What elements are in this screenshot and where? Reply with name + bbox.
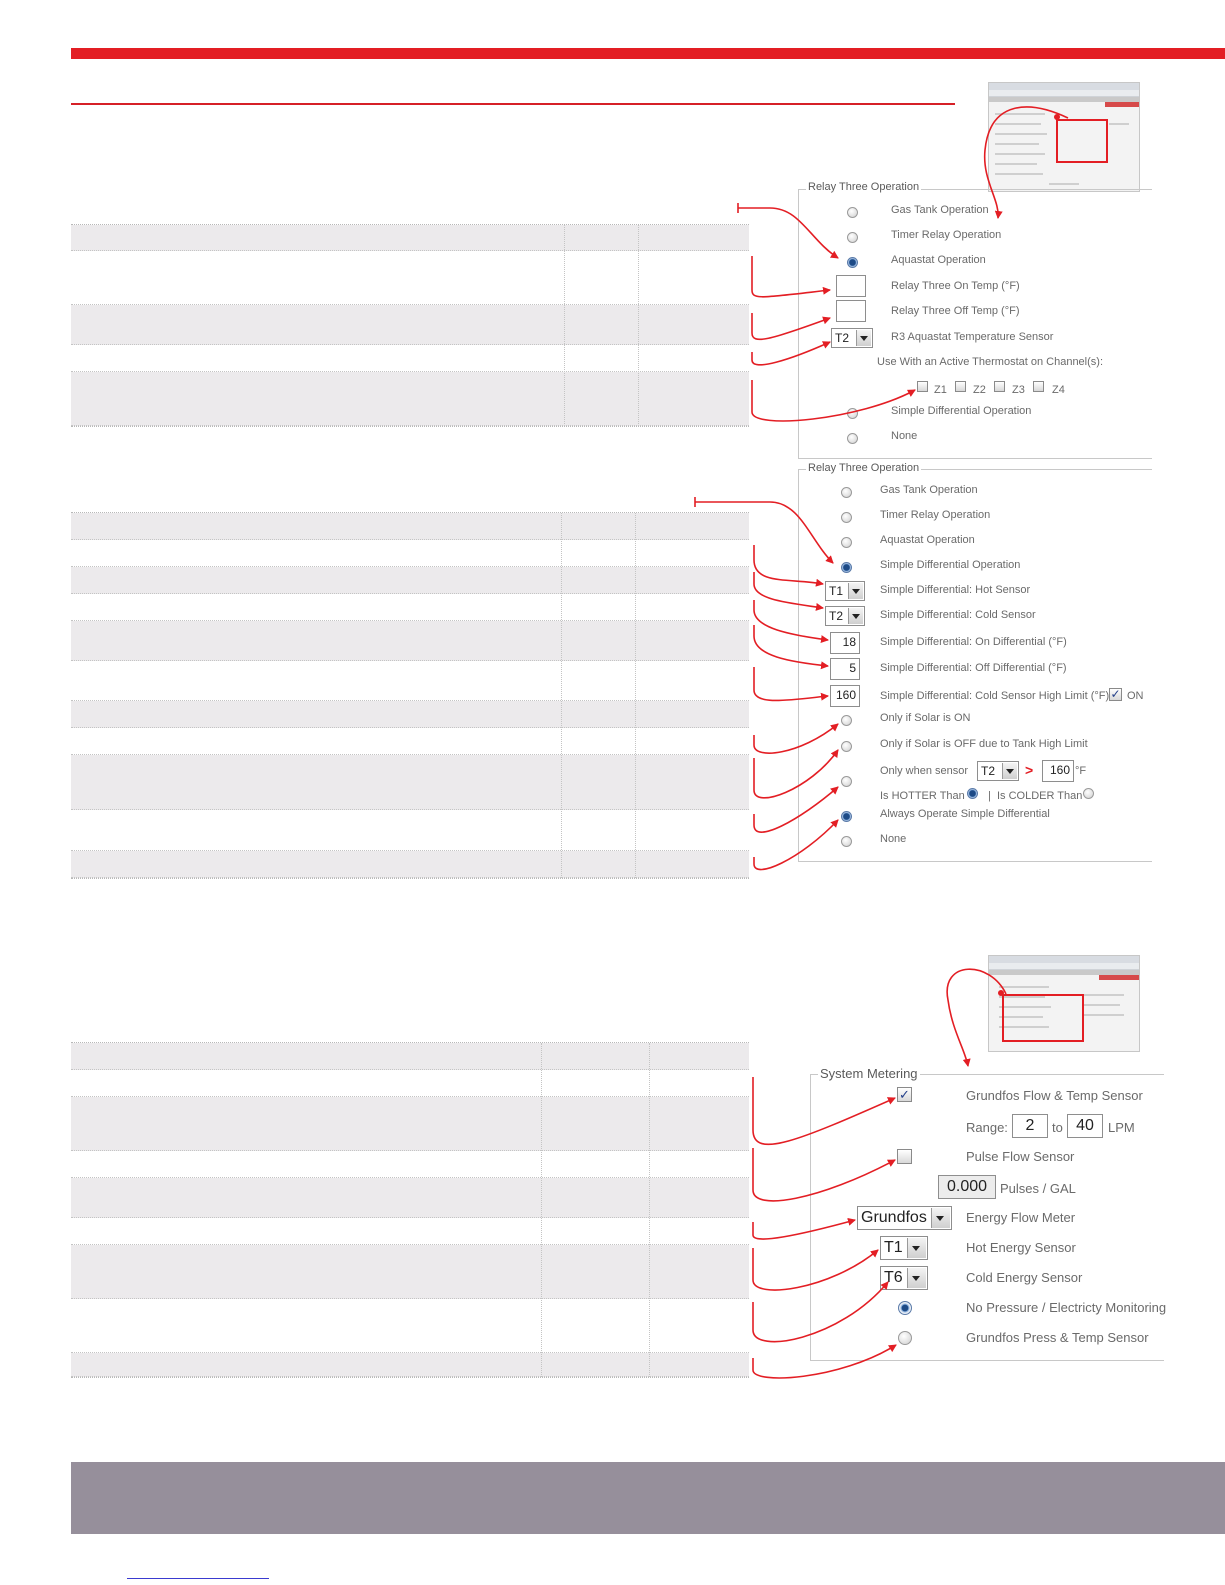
high-limit-on-label: ON xyxy=(1127,690,1144,702)
no-pressure-label: No Pressure / Electricty Monitoring xyxy=(966,1300,1167,1315)
channel-z1-label: Z1 xyxy=(934,384,947,396)
aquastat-label: Aquastat Operation xyxy=(880,534,975,546)
only-when-sensor-label: Only when sensor xyxy=(880,765,969,777)
colder-than-label: Is COLDER Than xyxy=(997,790,1083,802)
only-when-value-input[interactable]: 160 xyxy=(1042,760,1074,782)
on-differential-label: Simple Differential: On Differential (°F) xyxy=(880,636,1067,648)
high-limit-on-checkbox[interactable]: ✓ xyxy=(1110,687,1121,701)
energy-flow-meter-label: Energy Flow Meter xyxy=(966,1210,1076,1225)
only-when-sensor-select[interactable]: T2 xyxy=(977,761,1019,781)
hot-energy-sensor-label: Hot Energy Sensor xyxy=(966,1240,1076,1255)
simple-differential-label: Simple Differential Operation xyxy=(880,559,1021,571)
off-differential-label: Simple Differential: Off Differential (°F) xyxy=(880,662,1067,674)
hot-sensor-label: Simple Differential: Hot Sensor xyxy=(880,584,1031,596)
aquastat-sensor-label: R3 Aquastat Temperature Sensor xyxy=(891,331,1054,343)
solar-on-label: Only if Solar is ON xyxy=(880,712,971,724)
cold-energy-sensor-label: Cold Energy Sensor xyxy=(966,1270,1083,1285)
aquastat-label: Aquastat Operation xyxy=(891,254,986,266)
range-label: Range: xyxy=(966,1120,1008,1135)
grundfos-flow-label: Grundfos Flow & Temp Sensor xyxy=(966,1088,1143,1103)
range-to-label: to xyxy=(1052,1120,1063,1135)
hot-sensor-select[interactable]: T1 xyxy=(825,581,865,601)
grundfos-press-label: Grundfos Press & Temp Sensor xyxy=(966,1330,1149,1345)
grundfos-flow-checkbox[interactable]: ✓ xyxy=(897,1087,912,1102)
timer-relay-label: Timer Relay Operation xyxy=(891,229,1002,241)
only-when-unit: °F xyxy=(1075,765,1087,777)
relay-on-temp-label: Relay Three On Temp (°F) xyxy=(891,280,1020,292)
gas-tank-label: Gas Tank Operation xyxy=(891,204,989,216)
range-max-input[interactable]: 40 xyxy=(1067,1114,1103,1138)
off-differential-input[interactable]: 5 xyxy=(830,658,860,680)
panel-legend: System Metering xyxy=(820,1066,918,1081)
on-differential-input[interactable]: 18 xyxy=(830,632,860,654)
gas-tank-label: Gas Tank Operation xyxy=(880,484,978,496)
comparison-operator: > xyxy=(1025,762,1034,778)
cold-energy-sensor-select[interactable]: T6 xyxy=(880,1266,928,1290)
thermostat-channels-label: Use With an Active Thermostat on Channel(s): xyxy=(877,356,1104,368)
panel-legend: Relay Three Operation xyxy=(808,462,920,474)
aquastat-sensor-select[interactable]: T2 xyxy=(831,328,873,348)
high-limit-input[interactable]: 160 xyxy=(830,685,860,707)
hotter-colder-separator: | xyxy=(988,790,991,802)
energy-flow-meter-select[interactable]: Grundfos xyxy=(857,1206,952,1230)
simple-differential-label: Simple Differential Operation xyxy=(891,405,1032,417)
hot-energy-sensor-select[interactable]: T1 xyxy=(880,1236,928,1260)
high-limit-label: Simple Differential: Cold Sensor High Limit (°F) xyxy=(880,690,1110,702)
channel-z4-label: Z4 xyxy=(1052,384,1065,396)
relay-off-temp-label: Relay Three Off Temp (°F) xyxy=(891,305,1020,317)
solar-off-label: Only if Solar is OFF due to Tank High Limit xyxy=(880,738,1088,750)
hotter-than-label: Is HOTTER Than xyxy=(880,790,965,802)
pulses-unit-label: Pulses / GAL xyxy=(1000,1181,1076,1196)
none-label: None xyxy=(891,430,918,442)
channel-z2-label: Z2 xyxy=(973,384,986,396)
timer-relay-label: Timer Relay Operation xyxy=(880,509,991,521)
panel-legend: Relay Three Operation xyxy=(808,181,920,193)
cold-sensor-label: Simple Differential: Cold Sensor xyxy=(880,609,1036,621)
pulse-flow-label: Pulse Flow Sensor xyxy=(966,1149,1075,1164)
channel-z3-label: Z3 xyxy=(1012,384,1025,396)
none-label: None xyxy=(880,833,907,845)
range-unit-label: LPM xyxy=(1108,1120,1135,1135)
range-min-input[interactable]: 2 xyxy=(1012,1114,1048,1138)
pulses-value-input[interactable]: 0.000 xyxy=(938,1175,996,1199)
cold-sensor-select[interactable]: T2 xyxy=(825,606,865,626)
always-operate-label: Always Operate Simple Differential xyxy=(880,808,1050,820)
